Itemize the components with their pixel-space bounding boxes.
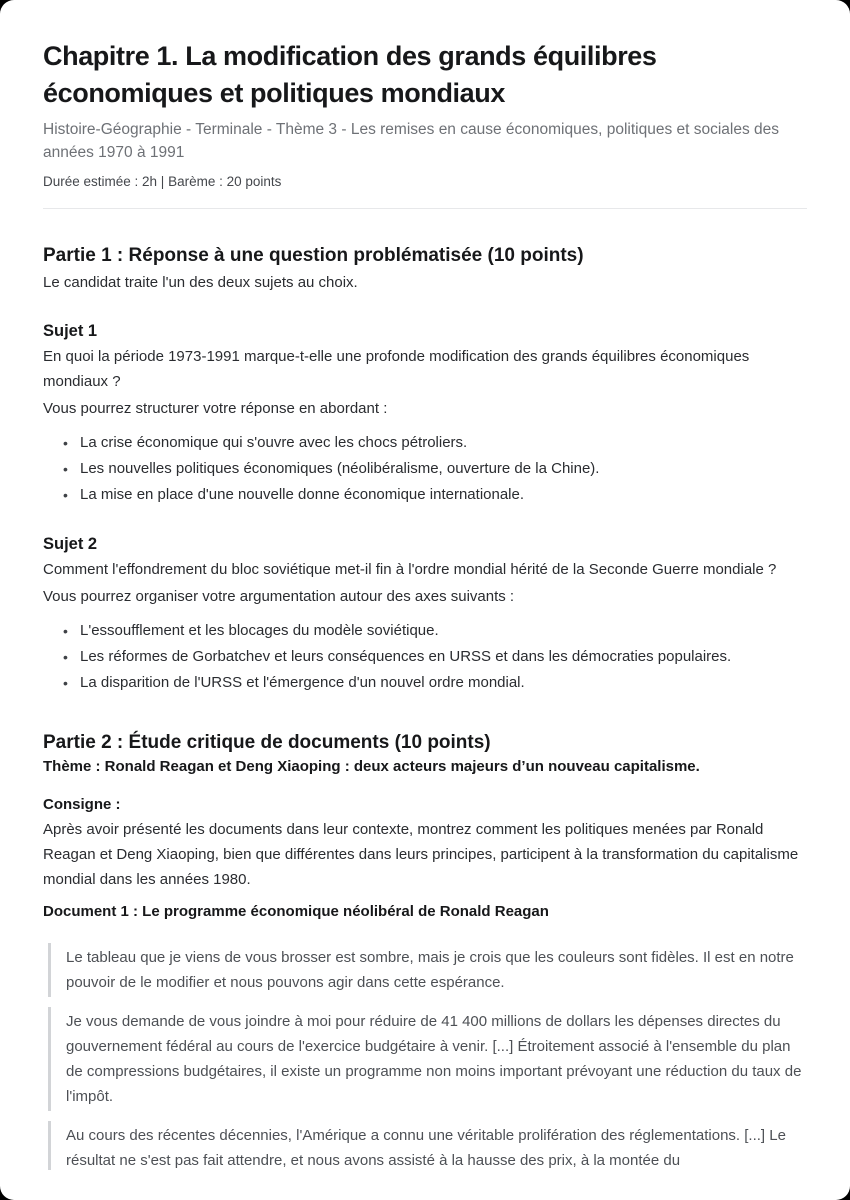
list-item: • Les nouvelles politiques économiques (néolibéralisme, ouverture de la Chine). [80,456,807,482]
header-divider [43,208,807,209]
quote-text: Je vous demande de vous joindre à moi pour réduire de 41 400 millions de dollars les dépenses directes du gouvernement fédéral au cours de l'exercice budgétaire à venir. [...] Étroitement associé à l'ensemble du plan de compressions budgétaires, il existe un programme non moins important prévoyant une réduction du taux de l'impôt. [66,1013,802,1105]
list-item: • La mise en place d'une nouvelle donne économique internationale. [80,482,807,508]
duration-and-grading-meta: Durée estimée : 2h | Barème : 20 points [43,174,282,189]
partie1-intro: Le candidat traite l'un des deux sujets au choix. [43,274,358,291]
quote-block [48,943,807,997]
list-item: • L'essoufflement et les blocages du modèle soviétique. [80,618,807,644]
consigne-text: Après avoir présenté les documents dans leur contexte, montrez comment les politiques menées par Ronald Reagan et Deng Xiaoping, bien que différentes dans leurs principes, participent à la transformation du capitalisme mondial dans les années 1980. [43,821,799,888]
sujet2-question: Comment l'effondrement du bloc soviétique met-il fin à l'ordre mondial hérité de la Seconde Guerre mondiale ? [43,561,777,578]
document1-quotes [43,943,807,1170]
list-item: • La crise économique qui s'ouvre avec les chocs pétroliers. [80,430,807,456]
list-item: • La disparition de l'URSS et l'émergence d'un nouvel ordre mondial. [80,670,807,696]
partie2-theme: Thème : Ronald Reagan et Deng Xiaoping : deux acteurs majeurs d’un nouveau capitalisme. [43,758,700,775]
quote-text: Au cours des récentes décennies, l'Amérique a connu une véritable prolifération des réglementations. [...] Le résultat ne s'est pas fait attendre, et nous avons assisté à la hausse des prix, à la montée du [66,1127,786,1169]
consigne-label: Consigne : [43,796,121,813]
quote-block [48,1121,807,1170]
sujet1-heading: Sujet 1 [43,322,98,340]
partie2-heading: Partie 2 : Étude critique de documents (10 points) [43,732,491,753]
quote-block [48,1007,807,1111]
page-title: Chapitre 1. La modification des grands équilibres économiques et politiques mondiaux [43,41,657,108]
sujet2-lead: Vous pourrez organiser votre argumentation autour des axes suivants : [43,588,515,605]
sujet2-heading: Sujet 2 [43,535,98,553]
list-item: • Les réformes de Gorbatchev et leurs conséquences en URSS et dans les démocraties populaires. [80,644,807,670]
sujet1-bullet-list [43,430,807,508]
sujet1-lead: Vous pourrez structurer votre réponse en abordant : [43,400,388,417]
course-subtitle: Histoire-Géographie - Terminale - Thème 3 - Les remises en cause économiques, politiques et sociales des années 1970 à 1991 [43,121,780,161]
sujet2-bullet-list [43,618,807,696]
sujet1-question: En quoi la période 1973-1991 marque-t-elle une profonde modification des grands équilibres économiques mondiaux ? [43,348,750,390]
document1-heading: Document 1 : Le programme économique néolibéral de Ronald Reagan [43,903,549,920]
quote-text: Le tableau que je viens de vous brosser est sombre, mais je crois que les couleurs sont fidèles. Il est en notre pouvoir de le modifier et nous pouvons agir dans cette espérance. [66,949,794,991]
partie1-heading: Partie 1 : Réponse à une question problématisée (10 points) [43,245,584,266]
